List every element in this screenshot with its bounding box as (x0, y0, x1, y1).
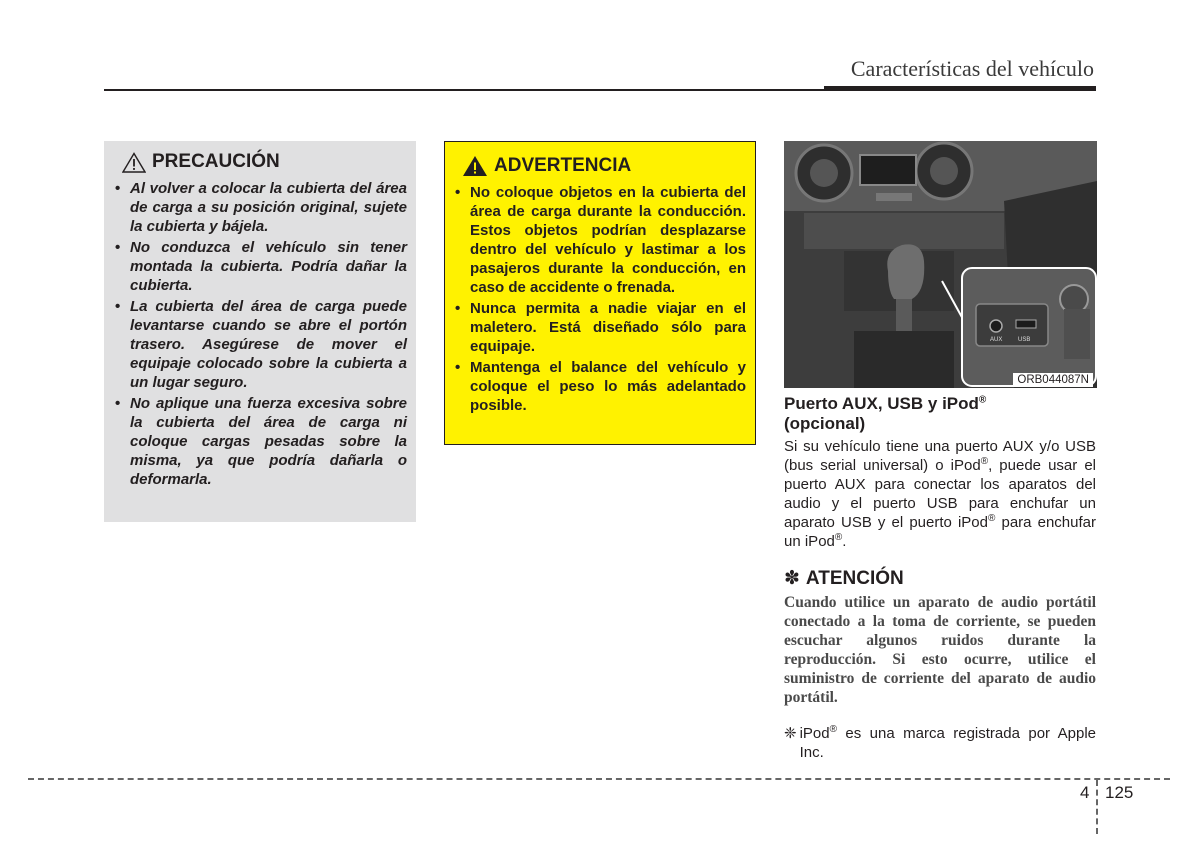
caution-title: PRECAUCIÓN (152, 151, 280, 172)
section-paragraph (784, 437, 1096, 551)
registered-mark: ® (978, 394, 987, 406)
caution-box (104, 141, 416, 522)
warning-box (444, 141, 756, 445)
caution-item: • La cubierta del área de carga puede levantarse cuando se abre el portón trasero. Asegúrese de mover el equipaje colocado sobre la cubierta a un lugar seguro. (114, 297, 407, 392)
attention-text: Cuando utilice un aparato de audio portátil conectado a la toma de corriente, se pueden escuchar algunos ruidos durante la reproducción. Si esto ocurre, utilice el suministro de corriente del aparato de audio portátil. (784, 594, 1096, 706)
right-column (784, 394, 1096, 762)
console-port-photo (784, 141, 1097, 388)
aux-label: AUX (990, 337, 1003, 343)
paragraph-text: Si su vehículo tiene una puerto AUX y/o USB (bus serial universal) o iPod (784, 438, 1096, 474)
caution-item: • Al volver a colocar la cubierta del área de carga a su posición original, sujete la cubierta y bájela. (114, 179, 407, 236)
footer-divider (1096, 780, 1098, 834)
section-title-optional: (opcional) (784, 414, 866, 433)
attention-heading (784, 567, 1096, 590)
caution-list (114, 179, 407, 489)
attention-star-icon: ✽ (784, 568, 800, 589)
caution-item: • No aplique una fuerza excesiva sobre la cubierta del área de carga ni coloque cargas pesadas sobre la misma, ya que podría dañarla o deformarla. (114, 394, 407, 489)
header-rule-accent (824, 86, 1096, 91)
warning-heading (462, 155, 746, 177)
figure-code: ORB044087N (1013, 373, 1093, 387)
usb-label: USB (1018, 337, 1031, 343)
footnote-rest: es una marca registrada por Apple Inc. (799, 725, 1096, 761)
registered-mark: ® (834, 532, 843, 543)
paragraph-text: , puede usar el puerto AUX para conectar los aparatos del audio y el puerto USB para enchufar un aparato USB y el puerto iPod (784, 457, 1096, 531)
footnote-symbol-icon: ❈ (784, 725, 797, 742)
registered-mark: ® (829, 724, 837, 735)
footnote (784, 724, 1096, 762)
footnote-ipod: iPod (799, 725, 830, 742)
warning-item: • Mantenga el balance del vehículo y coloque el peso lo más adelantado posible. (454, 358, 746, 415)
attention-title: ATENCIÓN (805, 567, 904, 589)
warning-item: • Nunca permita a nadie viajar en el maletero. Está diseñado sólo para equipaje. (454, 299, 746, 356)
warning-item: • No coloque objetos en la cubierta del área de carga durante la conducción. Estos objetos podrían desplazarse dentro del vehículo y lastimar a los pasajeros durante la conducción, en caso de accidente o frenada. (454, 183, 746, 297)
registered-mark: ® (988, 513, 996, 524)
caution-heading (122, 151, 407, 173)
console-illustration (784, 141, 1097, 388)
running-header-title: Características del vehículo (850, 56, 1094, 81)
page-number: 125 (1105, 783, 1134, 802)
footnote-text (800, 724, 1096, 762)
section-title-text: Puerto AUX, USB y iPod (784, 394, 979, 413)
chapter-number: 4 (1080, 783, 1090, 802)
paragraph-text: . (842, 533, 847, 550)
warning-triangle-icon (462, 155, 488, 177)
footer-rule (28, 778, 1170, 780)
caution-triangle-icon (122, 152, 146, 173)
registered-mark: ® (980, 456, 989, 467)
paragraph-text: para enchufar un iPod (784, 514, 1096, 550)
caution-item: • No conduzca el vehículo sin tener montada la cubierta. Podría dañar la cubierta. (114, 238, 407, 295)
warning-list (454, 183, 746, 415)
section-title (784, 394, 1096, 434)
warning-title: ADVERTENCIA (494, 155, 632, 176)
